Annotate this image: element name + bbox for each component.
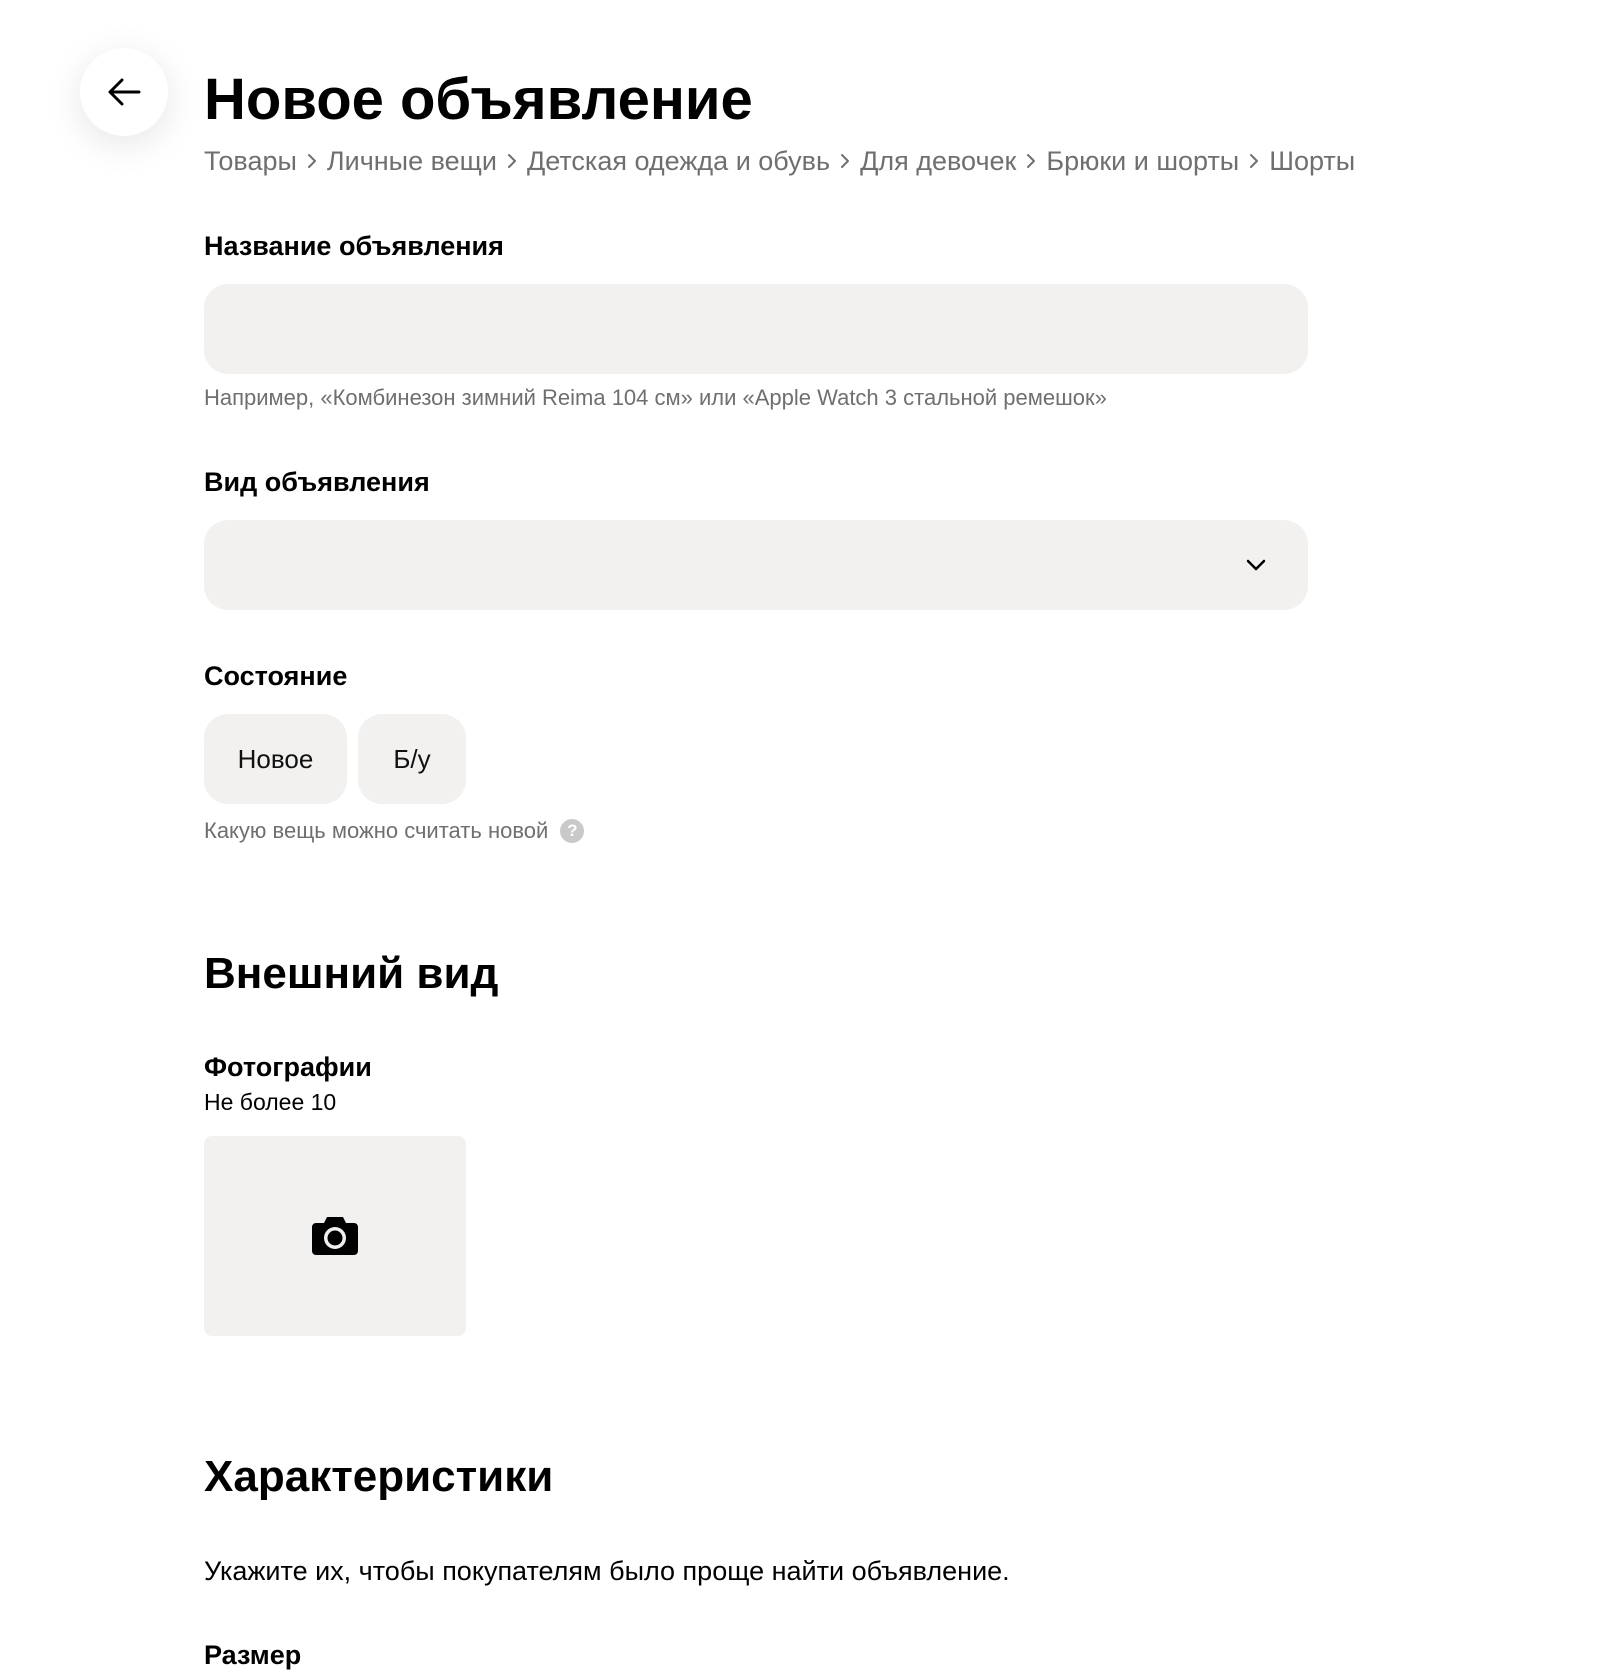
chevron-down-icon: [1244, 553, 1268, 582]
condition-option-used[interactable]: Б/у: [358, 714, 466, 804]
camera-icon: [311, 1215, 359, 1257]
breadcrumb-item-trousers[interactable]: Брюки и шорты: [1046, 146, 1240, 176]
condition-hint: [204, 816, 584, 846]
back-button[interactable]: [80, 48, 168, 136]
photos-label: Фотографии: [204, 1052, 372, 1082]
appearance-section-title: Внешний вид: [204, 949, 499, 998]
breadcrumb-item-goods[interactable]: Товары: [204, 146, 297, 176]
characteristics-description: Укажите их, чтобы покупателям было проще найти объявление.: [204, 1556, 1010, 1586]
title-field-hint: Например, «Комбинезон зимний Reima 104 см» или «Apple Watch 3 стальной ремешок»: [204, 385, 1107, 410]
condition-label: Состояние: [204, 661, 348, 691]
breadcrumb-item-girls[interactable]: Для девочек: [860, 146, 1017, 176]
breadcrumb-item-personal[interactable]: Личные вещи: [326, 146, 497, 176]
characteristics-section-title: Характеристики: [204, 1452, 554, 1501]
title-input[interactable]: [204, 284, 1308, 374]
type-field-label: Вид объявления: [204, 467, 430, 497]
breadcrumb-item-kids-clothing[interactable]: Детская одежда и обувь: [526, 146, 831, 176]
condition-hint-text[interactable]: Какую вещь можно считать новой: [204, 818, 549, 843]
photo-upload-button[interactable]: [204, 1136, 466, 1336]
type-select[interactable]: [204, 520, 1308, 610]
page-title: Новое объявление: [204, 67, 753, 132]
arrow-left-icon: [107, 77, 141, 107]
question-icon[interactable]: ?: [560, 819, 584, 843]
chevron-right-icon: [1026, 153, 1036, 169]
size-label: Размер: [204, 1640, 302, 1670]
chevron-right-icon: [507, 153, 517, 169]
chevron-right-icon: [840, 153, 850, 169]
breadcrumb-item-shorts[interactable]: Шорты: [1269, 146, 1356, 176]
condition-option-new[interactable]: Новое: [204, 714, 347, 804]
chevron-right-icon: [1249, 153, 1259, 169]
breadcrumb: [204, 143, 1355, 179]
photos-limit: Не более 10: [204, 1089, 337, 1115]
title-field-label: Название объявления: [204, 231, 504, 261]
chevron-right-icon: [307, 153, 317, 169]
